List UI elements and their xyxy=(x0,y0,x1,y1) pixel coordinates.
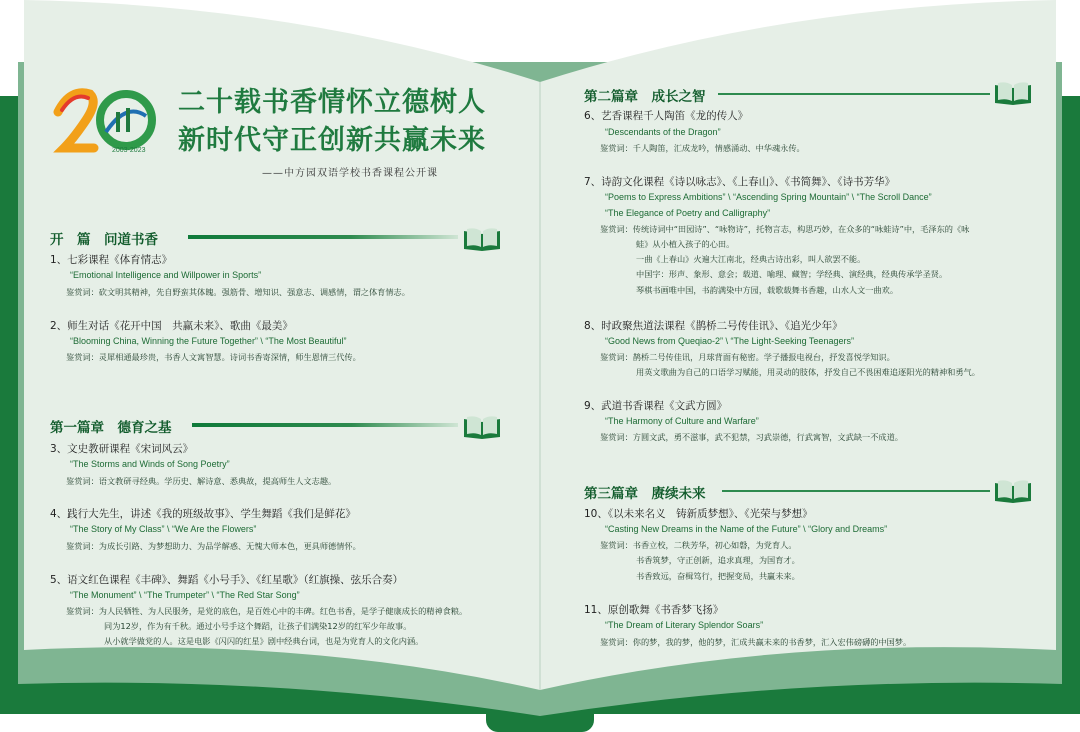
program-item-6-title: 6、艺香课程千人陶笛《龙的传人》 xyxy=(584,110,749,122)
program-item-5-note: 同为12岁，作为有千秋。通过小号手这个舞蹈，让孩子们满染12岁的红军少年故事。 xyxy=(104,621,412,631)
program-item-4-note: 鉴赏词：为成长引路、为梦想助力、为品学解惑、无愧大师本色，更具师德情怀。 xyxy=(66,541,361,551)
program-item-3-english: “The Storms and Winds of Song Poetry” xyxy=(70,459,230,469)
book-icon xyxy=(463,226,501,252)
program-item-6-note: 鉴赏词：千人陶笛，汇成龙吟，情感涌动、中华魂永传。 xyxy=(600,143,805,153)
section-heading-chapter-1: 第一篇章 德育之基 xyxy=(50,420,172,436)
section-heading-opening: 开 篇 问道书香 xyxy=(50,232,158,248)
program-item-8-note: 鉴赏词：鹊桥二号传佳讯，月球背面有秘密。学子播报电视台，抒发喜悦学知识。 xyxy=(600,352,895,362)
title-line-2: 新时代守正创新共赢未来 xyxy=(178,125,486,156)
program-item-11-title: 11、原创歌舞《书香梦飞扬》 xyxy=(584,604,724,616)
program-item-7-english: “Poems to Express Ambitions” \ “Ascending Spring Mountain” \ “The Scroll Dance” xyxy=(605,192,932,202)
program-item-9-note: 鉴赏词：方圆文武，勇不滋事，武不犯禁，习武崇德，行武寓智，文武缺一不成道。 xyxy=(600,432,903,442)
program-item-1-note: 鉴赏词：砍文明其精神，先自野蛮其体魄。强筋骨、增知识、强意志、调感情，谓之体育情志。 xyxy=(66,287,410,297)
anniversary-logo xyxy=(50,82,160,162)
section-divider xyxy=(188,235,458,239)
program-item-11-note: 鉴赏词：你的梦，我的梦，他的梦，汇成共赢未来的书香梦，汇入宏伟磅礴的中国梦。 xyxy=(600,637,912,647)
program-item-2-english: “Blooming China, Winning the Future Together” \ “The Most Beautiful” xyxy=(70,336,347,346)
program-item-8-english: “Good News from Queqiao-2” \ “The Light-Seeking Teenagers” xyxy=(605,336,854,346)
program-item-6-english: “Descendants of the Dragon” xyxy=(605,127,721,137)
program-item-5-note: 鉴赏词：为人民牺牲、为人民服务，是党的底色，是百姓心中的丰碑。红色书香，是学子健康成长的精神食粮。 xyxy=(66,606,468,616)
program-item-8-note: 用英文歌曲为自己的口语学习赋能，用灵动的肢体，抒发自己不畏困难追逐阳光的精神和勇气。 xyxy=(636,367,980,377)
program-item-5-english: “The Monument” \ “The Trumpeter” \ “The Red Star Song” xyxy=(70,590,300,600)
program-item-10-english: “Casting New Dreams in the Name of the Future” \ “Glory and Dreams” xyxy=(605,524,888,534)
program-item-7-note: 琴棋书画唯中国，书韵满染中方园，载歌载舞书香趣，山水人文一曲欢。 xyxy=(636,285,899,295)
program-item-10-note: 鉴赏词：书香立校，二秩芳华，初心如磐，为党育人。 xyxy=(600,540,797,550)
section-heading-chapter-3: 第三篇章 赓续未来 xyxy=(584,486,706,502)
program-item-1-english: “Emotional Intelligence and Willpower in Sports” xyxy=(70,270,262,280)
section-divider xyxy=(718,93,990,95)
program-item-3-title: 3、文史教研课程《宋词风云》 xyxy=(50,443,194,455)
program-item-4-english: “The Story of My Class” \ “We Are the Flowers” xyxy=(70,524,257,534)
section-divider xyxy=(722,490,990,492)
program-item-7-note: 一曲《上春山》火遍大江南北，经典古诗出彩，叫人欲罢不能。 xyxy=(636,254,866,264)
program-item-7-note: 中国字：形声、象形、意会；载道、喻理、藏智；学经典、演经典，经典传承学圣贤。 xyxy=(636,269,948,279)
book-icon xyxy=(994,478,1032,504)
book-icon xyxy=(994,80,1032,106)
program-item-2-note: 鉴赏词：灵犀相通最珍贵，书香人文寓智慧。诗词书香寄深情，师生恩情三代传。 xyxy=(66,352,361,362)
logo-text: 2003-2023 xyxy=(112,147,146,154)
program-item-8-title: 8、时政聚焦道法课程《鹊桥二号传佳讯》、《追光少年》 xyxy=(584,320,843,332)
program-item-10-note: 书香筑梦，守正创新，追求真理，为国育才。 xyxy=(636,555,800,565)
program-item-2-title: 2、师生对话《花开中国 共赢未来》、歌曲《最美》 xyxy=(50,320,293,332)
program-item-7-title: 7、诗韵文化课程《诗以咏志》、《上春山》、《书简舞》、《诗书芳华》 xyxy=(584,176,896,188)
title-line-1: 二十载书香情怀立德树人 xyxy=(178,87,486,118)
subtitle: ——中方园双语学校书香课程公开课 xyxy=(262,168,438,179)
program-item-4-title: 4、践行大先生，讲述《我的班级故事》、学生舞蹈《我们是鲜花》 xyxy=(50,508,356,520)
program-item-7-english-2: “The Elegance of Poetry and Calligraphy” xyxy=(605,208,771,218)
program-item-7-note: 鉴赏词：传统诗词中“田园诗”、“咏物诗”，托物言志，构思巧妙，在众多的“咏蛙诗”中，毛泽东的《咏 xyxy=(600,224,970,234)
section-heading-chapter-2: 第二篇章 成长之智 xyxy=(584,89,706,105)
program-item-9-english: “The Harmony of Culture and Warfare” xyxy=(605,416,759,426)
program-item-9-title: 9、武道书香课程《文武方圆》 xyxy=(584,400,728,412)
program-item-3-note: 鉴赏词：语文教研寻经典。学历史、解诗意、悉典故，提高师生人文志趣。 xyxy=(66,476,337,486)
section-divider xyxy=(192,423,458,427)
program-item-1-title: 1、七彩课程《体育情志》 xyxy=(50,254,173,266)
program-item-7-note: 蛙》从小植入孩子的心田。 xyxy=(636,239,735,249)
program-item-5-note: 从小就学做党的人。这是电影《闪闪的红星》剧中经典台词，也是为党育人的文化内涵。 xyxy=(104,636,424,646)
program-item-10-note: 书香致远，奋楫笃行，把握变局，共赢未来。 xyxy=(636,571,800,581)
program-item-5-title: 5、语文红色课程《丰碑》、舞蹈《小号手》、《红星歌》（红旗操、弦乐合奏） xyxy=(50,574,404,586)
program-item-11-english: “The Dream of Literary Splendor Soars” xyxy=(605,620,764,630)
book-icon xyxy=(463,414,501,440)
program-item-10-title: 10、《以未来名义 铸新质梦想》、《光荣与梦想》 xyxy=(584,508,813,520)
